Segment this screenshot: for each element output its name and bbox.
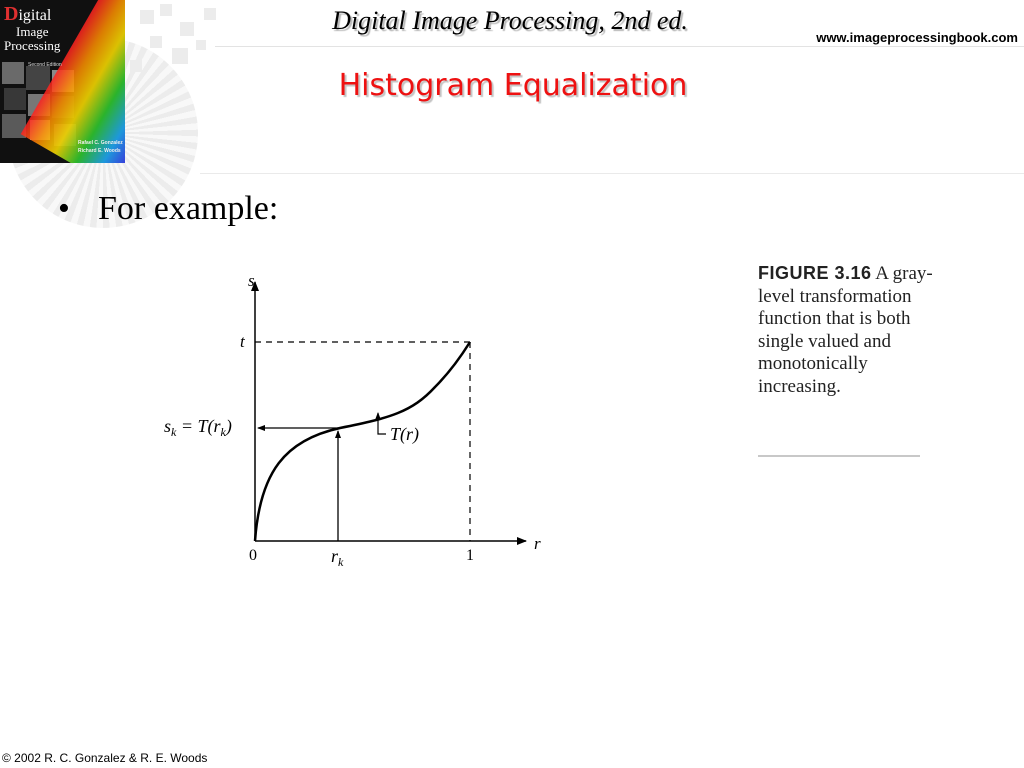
curve-label-leader	[378, 413, 386, 434]
bullet-dot: •	[58, 190, 70, 227]
website-url: www.imageprocessingbook.com	[816, 30, 1018, 45]
bullet-text: For example:	[98, 190, 279, 227]
transformation-curve	[255, 342, 470, 541]
cover-title-initial: D	[4, 3, 19, 25]
t-tick-label: t	[240, 332, 245, 351]
cover-author-2: Richard E. Woods	[78, 147, 121, 154]
rk-label	[331, 546, 344, 569]
one-tick-label: 1	[466, 547, 474, 564]
cover-title	[4, 4, 60, 52]
curve-label: T(r)	[390, 424, 420, 444]
bullet-item	[58, 190, 278, 228]
figure-label: FIGURE 3.16	[758, 263, 872, 283]
sk-subscript: k	[171, 425, 177, 439]
caption-divider	[758, 455, 920, 457]
figure-caption-text: A gray-level transformation function that is both single valued and monotonically increasing.	[758, 263, 933, 397]
sk-equation-subscript: k	[220, 425, 226, 439]
rk-subscript: k	[338, 555, 344, 569]
s-axis-label: s	[248, 271, 255, 290]
rk-symbol: r	[331, 546, 339, 566]
slide-title: Histogram Equalization	[338, 68, 688, 103]
origin-label: 0	[249, 547, 257, 564]
cover-authors	[78, 140, 123, 155]
copyright-footer: © 2002 R. C. Gonzalez & R. E. Woods	[2, 751, 208, 765]
cover-title-rest: igital	[18, 7, 52, 24]
book-cover-image	[0, 0, 125, 163]
sk-equation-label	[164, 416, 232, 439]
header-divider	[215, 46, 1024, 47]
sk-equation-body: = T(r	[176, 416, 221, 436]
sk-equation-close: )	[225, 416, 232, 436]
r-axis-label: r	[534, 534, 541, 553]
cover-author-1: Rafael C. Gonzalez	[78, 140, 123, 146]
cover-title-line-2: Image	[16, 24, 49, 39]
title-divider	[200, 173, 1024, 174]
decorative-background-blocks	[120, 0, 230, 100]
cover-title-line-3: Processing	[4, 37, 61, 53]
sk-symbol: s	[164, 416, 172, 436]
transformation-function-graph	[150, 262, 550, 572]
figure-caption	[758, 262, 933, 398]
cover-edition: Second Edition	[28, 62, 62, 68]
book-title-header: Digital Image Processing, 2nd ed.	[332, 6, 688, 35]
